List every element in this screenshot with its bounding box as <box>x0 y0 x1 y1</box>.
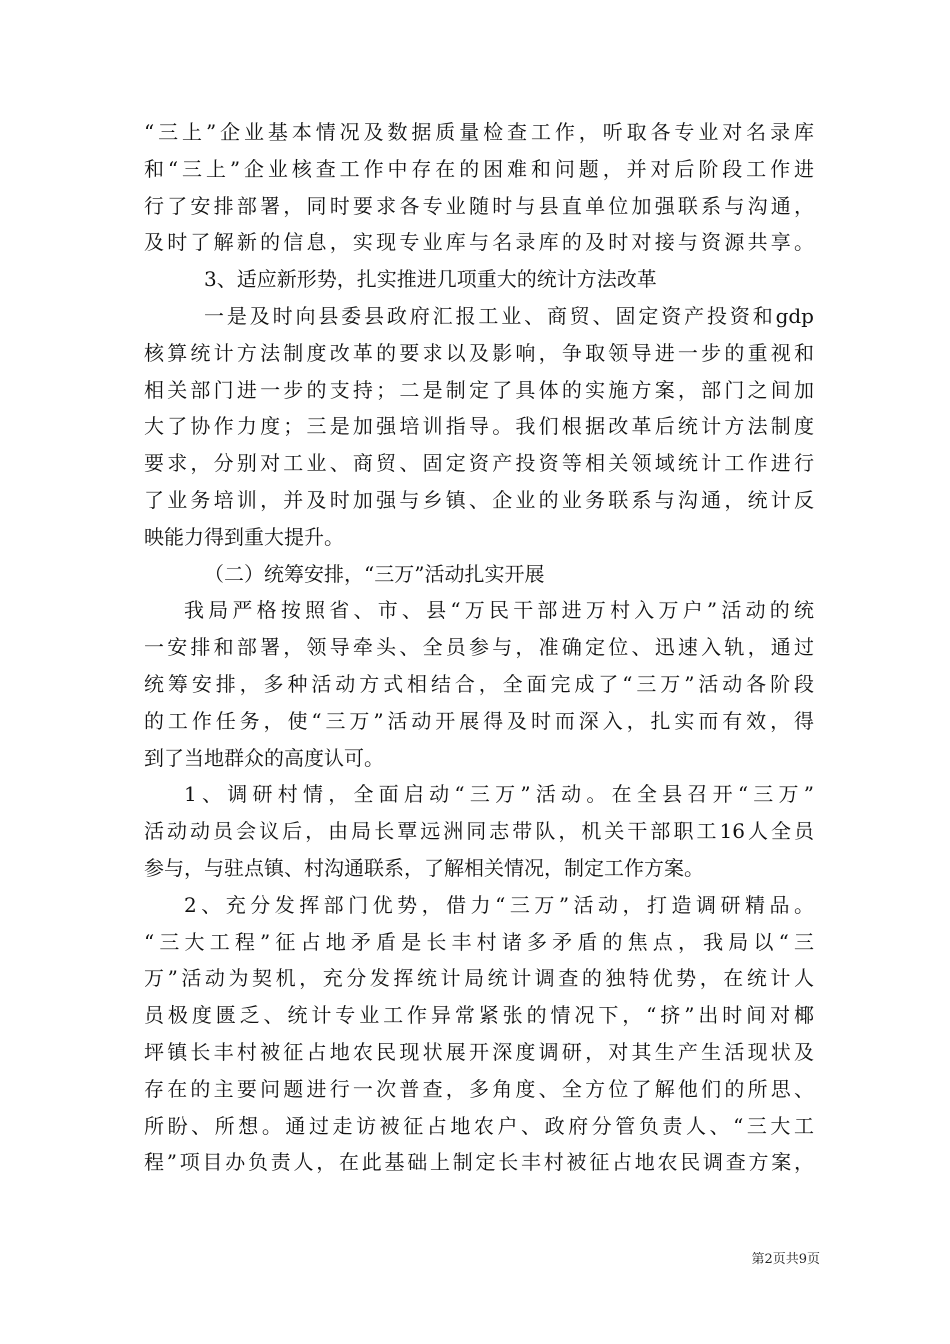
section-heading: 3、适应新形势，扎实推进几项重大的统计方法改革 <box>204 267 657 292</box>
text-line: 坪镇长丰村被征占地农民现状展开深度调研，对其生产生活现状及 <box>144 1039 814 1064</box>
text-line: 行了安排部署，同时要求各专业随时与县直单位加强联系与沟通， <box>144 193 814 218</box>
text-line: 我局严格按照省、市、县“万民干部进万村入万户”活动的统 <box>184 598 814 623</box>
text-line: 1、调研村情，全面启动“三万”活动。在全县召开“三万” <box>184 782 814 807</box>
text-line: “三上”企业基本情况及数据质量检查工作，听取各专业对名录库 <box>144 120 814 144</box>
text-line: 大了协作力度；三是加强培训指导。我们根据改革后统计方法制度 <box>144 414 814 439</box>
text-line: 存在的主要问题进行一次普查，多角度、全方位了解他们的所思、 <box>144 1076 814 1101</box>
text-line: 映能力得到重大提升。 <box>144 524 344 549</box>
text-line: 2、充分发挥部门优势，借力“三万”活动，打造调研精品。 <box>184 892 814 917</box>
text-line: 活动动员会议后，由局长覃远洲同志带队，机关干部职工16人全员 <box>144 819 814 844</box>
text-line: 万”活动为契机，充分发挥统计局统计调查的独特优势，在统计人 <box>144 966 814 991</box>
text-line: 所盼、所想。通过走访被征占地农户、政府分管负责人、“三大工 <box>144 1113 814 1138</box>
text-line: “三大工程”征占地矛盾是长丰村诸多矛盾的焦点，我局以“三 <box>144 929 814 954</box>
text-line: 统筹安排，多种活动方式相结合，全面完成了“三万”活动各阶段 <box>144 671 814 696</box>
text-line: 和“三上”企业核查工作中存在的困难和问题，并对后阶段工作进 <box>144 156 814 181</box>
text-line: 及时了解新的信息，实现专业库与名录库的及时对接与资源共享。 <box>144 230 814 255</box>
text-line: 核算统计方法制度改革的要求以及影响，争取领导进一步的重视和 <box>144 340 814 365</box>
text-line: 相关部门进一步的支持；二是制定了具体的实施方案，部门之间加 <box>144 377 814 402</box>
text-line: 的工作任务，使“三万”活动开展得及时而深入，扎实而有效，得 <box>144 708 814 733</box>
text-line: 一安排和部署，领导牵头、全员参与，准确定位、迅速入轨，通过 <box>144 635 814 660</box>
text-line: 了业务培训，并及时加强与乡镇、企业的业务联系与沟通，统计反 <box>144 487 814 512</box>
text-line: 程”项目办负责人，在此基础上制定长丰村被征占地农民调查方案， <box>144 1150 814 1175</box>
document-body <box>144 114 814 1181</box>
text-line: 要求，分别对工业、商贸、固定资产投资等相关领域统计工作进行 <box>144 451 814 476</box>
text-line: 参与，与驻点镇、村沟通联系，了解相关情况，制定工作方案。 <box>144 855 704 880</box>
text-line: 到了当地群众的高度认可。 <box>144 745 384 770</box>
page-number: 第2页共9页 <box>751 1252 820 1267</box>
text-line: 一是及时向县委县政府汇报工业、商贸、固定资产投资和gdp <box>204 303 814 328</box>
text-line: 员极度匮乏、统计专业工作异常紧张的情况下，“挤”出时间对椰 <box>144 1003 814 1028</box>
section-heading: （二）统筹安排，“三万”活动扎实开展 <box>204 561 545 586</box>
